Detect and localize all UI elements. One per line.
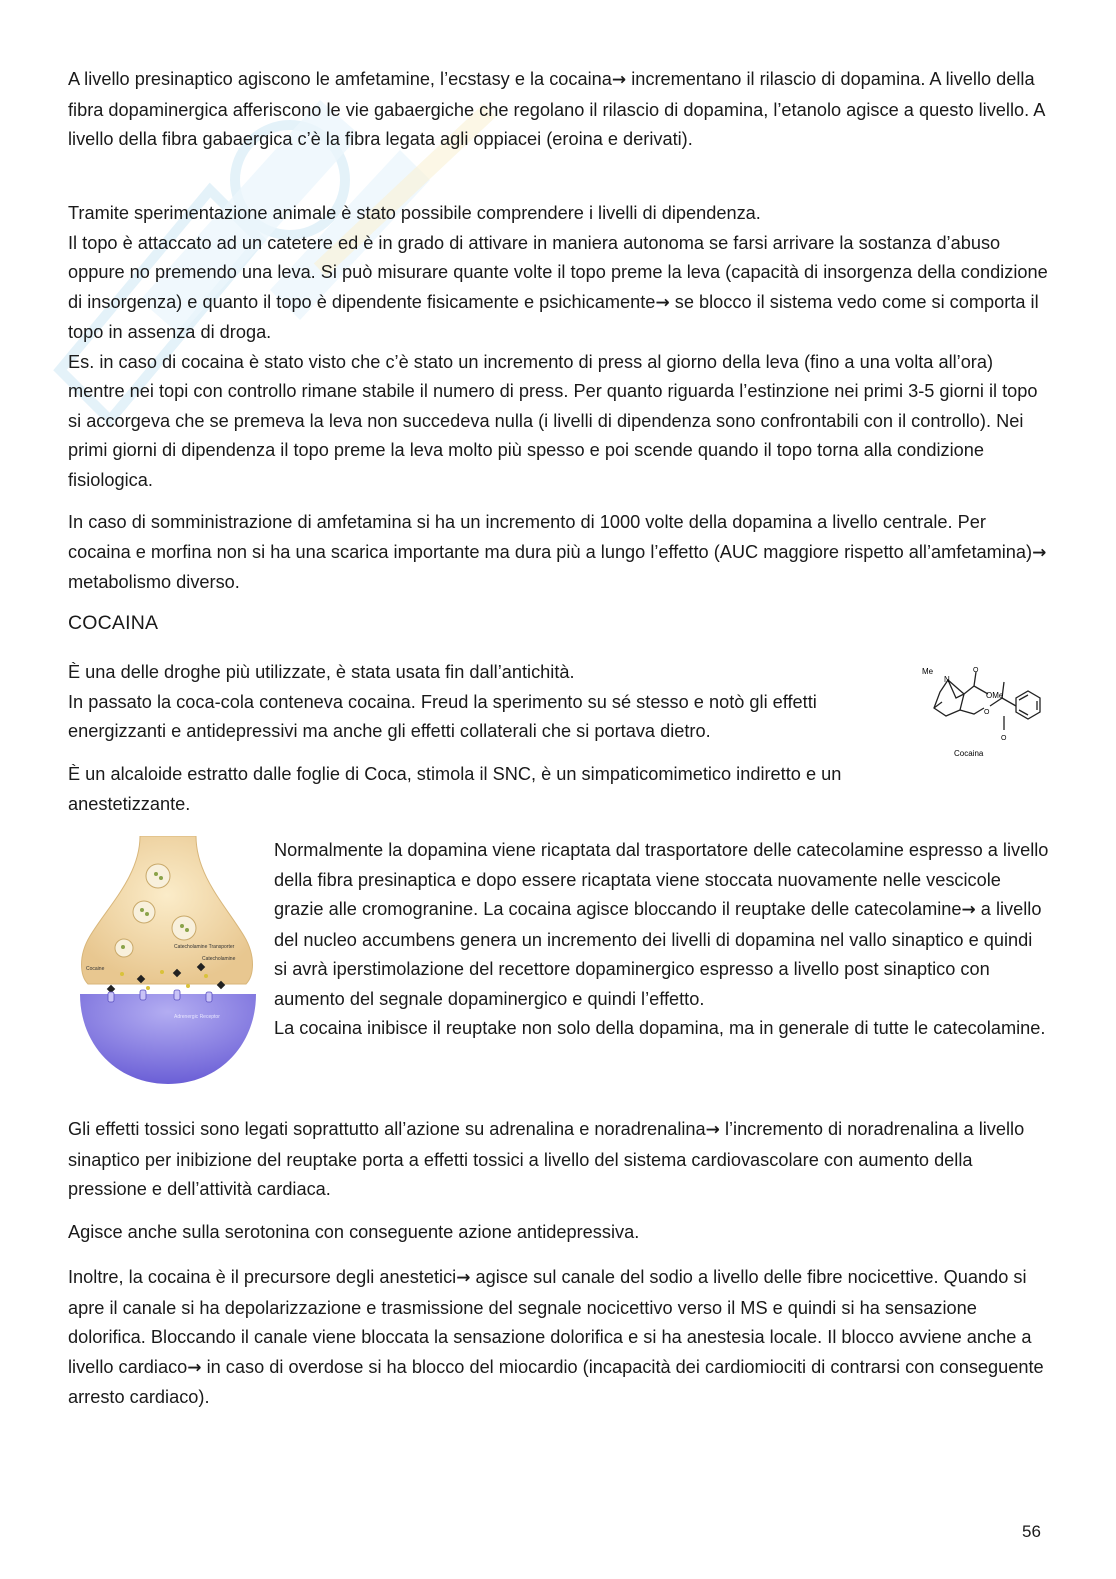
section-heading-cocaina: COCAINA [68, 612, 159, 634]
page-number: 56 [1022, 1522, 1041, 1541]
arrow-icon: → [655, 292, 670, 313]
synapse-illustration [78, 836, 258, 1086]
methyl-label: Me [922, 667, 934, 676]
paragraph-alkaloid: È un alcaloide estratto dalle foglie di Coca, stimola il SNC, è un simpaticomimetico indiretto e un anestetizzante. [68, 764, 842, 814]
transporter-label: Catecholamine Transporter [174, 944, 235, 950]
ome-label: OMe [986, 691, 1004, 700]
arrow-icon: → [611, 70, 627, 90]
ester-oxygen-label: O [984, 709, 990, 716]
paragraph-cocaine-history: È una delle droghe più utilizzate, è stata usata fin dall’antichità. In passato la coca-cola conteneva cocaina. Freud la sperimento su sé stesso e notò gli effetti energizzanti e antidepressivi ma anche gli effetti collaterali che si portava dietro. [68, 662, 817, 741]
paragraph-toxic-effects: Gli effetti tossici sono legati soprattutto all’azione su adrenalina e noradrenalina→ l’incremento di noradrenalina a livello sinaptico per inibizione del reuptake porta a effetti tossici a livello del sistema cardiovascolare con aumento della pressione e dell’attività cardiaca. [68, 1119, 1025, 1199]
paragraph-presynaptic: A livello presinaptico agiscono le amfetamine, l’ecstasy e la cocaina→ incrementano il rilascio di dopamina. A livello della fibra dopaminergica afferiscono le vie gabaergiche che regolano il rilascio di dopamina, l’etanolo agisce a questo livello. A livello della fibra gabaergica c’è la fibra legata agli oppiacei (eroina e derivati). [68, 69, 1045, 149]
oxygen-label: O [973, 667, 979, 674]
cocaine-label: Cocaine [86, 966, 105, 972]
carbonyl-oxygen-label: O [1001, 735, 1007, 742]
paragraph-serotonin: Agisce anche sulla serotonina con conseguente azione antidepressiva. [68, 1222, 640, 1242]
paragraph-anesthetic: Inoltre, la cocaina è il precursore degli anestetici→ agisce sul canale del sodio a livello delle fibre nocicettive. Quando si apre il canale si ha depolarizzazione e trasmissione del segnale nocicettivo verso il MS e quindi si ha sensazione dolorifica. Bloccando il canale viene bloccata la sensazione dolorifica e si ha anestesia locale. Il blocco avviene anche a livello cardiaco→ in caso di overdose si ha blocco del miocardio (incapacità dei cardiomiociti di contrarsi con conseguente arresto cardiaco). [68, 1267, 1044, 1407]
arrow-icon: → [456, 1268, 471, 1288]
catecholamine-label: Catecholamine [202, 956, 236, 962]
paragraph-experimentation: Tramite sperimentazione animale è stato possibile comprendere i livelli di dipendenza. Il topo è attaccato ad un catetere ed è in grado di attivare in maniera autonoma se farsi arrivare la sostanza d’abuso oppure no premendo una leva. Si può misurare quante volte il topo preme la leva (capacità di insorgenza della condizione di insorgenza) e quanto il topo è dipendente fisicamente e psichicamente→ se blocco il sistema vedo come si comporta il topo in assenza di droga. Es. in caso di cocaina è stato visto che c’è stato un incremento di press al giorno della leva (fino a una volta all’ora) mentre nei topi con controllo rimane stabile il numero di press. Per quanto riguarda l’estinzione nei primi 3-5 giorni il topo si accorgeva che se premeva la leva non succedeva nulla (i livelli di dipendenza sono confrontabili con il controllo). Nei primi giorni di dipendenza il topo preme la leva molto più spesso e poi scende quando il topo torna alla condizione fisiologica. [68, 203, 1048, 490]
arrow-icon: → [705, 1120, 720, 1140]
arrow-icon: → [961, 900, 976, 920]
arrow-icon: → [187, 1357, 202, 1378]
arrow-icon: → [1032, 542, 1047, 563]
paragraph-amphetamine: In caso di somministrazione di amfetamina si ha un incremento di 1000 volte della dopamina a livello centrale. Per cocaina e morfina non si ha una scarica importante ma dura più a lungo l’effetto (AUC maggiore rispetto all’amfetamina)→ metabolismo diverso. [68, 512, 1047, 592]
molecule-caption: Cocaina [954, 749, 984, 758]
paragraph-reuptake: Normalmente la dopamina viene ricaptata dal trasportatore delle catecolamine espresso a livello della fibra presinaptica e dopo essere ricaptata viene stoccata nuovamente nelle vescicole grazie alle cromogranine. La cocaina agisce bloccando il reuptake delle catecolamine→ a livello del nucleo accumbens genera un incremento dei livelli di dopamina nel vallo sinaptico e quindi si avrà iperstimolazione del recettore dopaminergico espresso a livello post sinaptico con aumento del segnale dopaminergico e quindi l’effetto. La cocaina inibisce il reuptake non solo della dopamina, ma in generale di tutte le catecolamine. [274, 840, 1049, 1038]
cocaine-molecule-diagram [912, 658, 1044, 762]
nitrogen-label: N [944, 675, 950, 684]
receptor-label: Adrenergic Receptor [174, 1014, 220, 1020]
